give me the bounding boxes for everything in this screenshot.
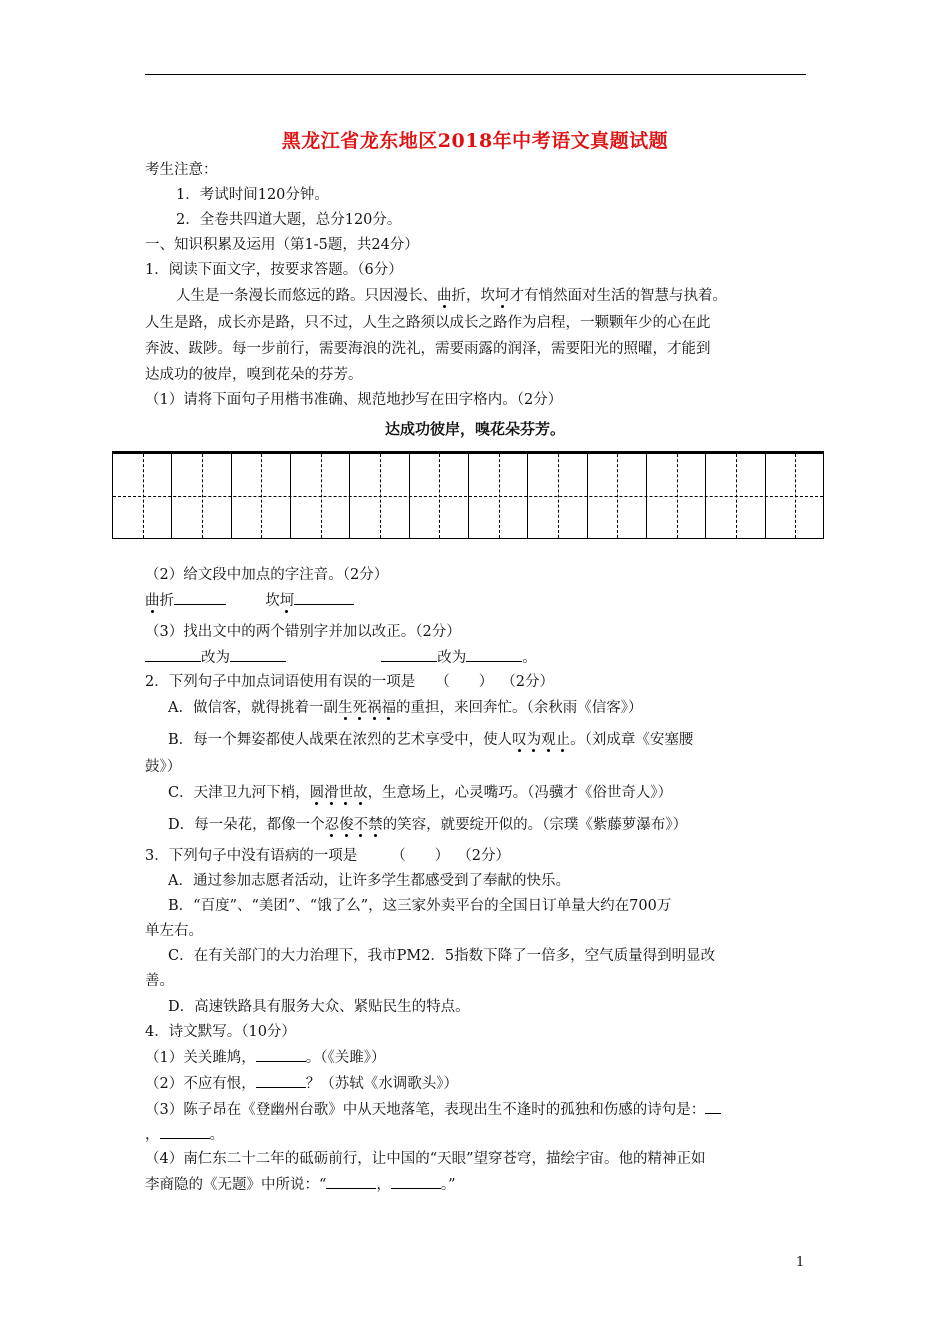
q3-stem: 3．下列句子中没有语病的一项是 <box>145 848 358 864</box>
q4-sub4-end: 。” <box>440 1177 456 1193</box>
q3-option-d: D．高速铁路具有服务大众、紧贴民生的特点。 <box>168 999 470 1015</box>
q4-blank-3b[interactable] <box>160 1124 210 1139</box>
page-title: 黑龙江省龙东地区2018年中考语文真题试题 <box>281 130 669 152</box>
q4-sub4-prompt: 李商隐的《无题》中所说：“ <box>145 1177 327 1193</box>
q4-sub1-source: 。（《关雎》） <box>305 1050 386 1066</box>
q3-option-c-line2: 善。 <box>145 973 174 989</box>
pinyin-blank-1[interactable] <box>174 590 226 605</box>
q4-sub1-prompt: （1）关关雎鸠， <box>145 1050 256 1066</box>
q4-blank-3a[interactable] <box>705 1099 721 1114</box>
q2-option-b-line2: 鼓》） <box>145 759 182 775</box>
notice-heading: 考生注意： <box>145 162 218 178</box>
pinyin-blank-2[interactable] <box>294 590 354 605</box>
correct-to-label-1: 改为 <box>201 650 230 666</box>
q2-option-b-line1: B．每一个舞姿都使人战栗在浓烈的艺术享受中，使人叹为观止。（刘成章《安塞腰 <box>168 732 694 748</box>
q3-stem-row <box>145 846 510 866</box>
q2-stem-row <box>145 672 554 692</box>
q2-option-d: D．每一朵花，都像一个忍俊不禁的笑容，就要绽开似的。（宗璞《紫藤萝瀑布》） <box>168 817 688 833</box>
correction-row <box>145 647 537 668</box>
q1-sub1: （1）请将下面句子用楷书准确、规范地抄写在田字格内。（2分） <box>145 392 563 408</box>
q1-sub2: （2）给文段中加点的字注音。（2分） <box>145 567 389 583</box>
q4-sub4-line2 <box>145 1174 456 1195</box>
tian-zi-grid[interactable] <box>112 451 824 539</box>
q4-sub2-source: ？（苏轼《水调歌头》） <box>305 1076 458 1092</box>
q1-passage-line-3: 奔波、跋陟。每一步前行，需要海浪的洗礼，需要雨露的润泽，需要阳光的照曜，才能到 <box>145 341 711 357</box>
q4-sub3-line1 <box>145 1099 721 1120</box>
correction-period: 。 <box>522 650 537 666</box>
q4-blank-2[interactable] <box>256 1073 306 1088</box>
q3-answer-paren[interactable]: （ ） <box>391 848 450 864</box>
q4-blank-4a[interactable] <box>326 1174 376 1189</box>
q1-stem: 1．阅读下面文字，按要求答题。（6分） <box>145 262 403 278</box>
right-char-blank-1[interactable] <box>230 647 286 662</box>
q3-option-b-line2: 单左右。 <box>145 923 203 939</box>
q4-sub3-period: 。 <box>209 1127 224 1143</box>
q4-sub3-line2 <box>145 1124 224 1145</box>
q1-passage-line-4: 达成功的彼岸，嗅到花朵的芬芳。 <box>145 367 363 383</box>
q3-option-c-line1: C．在有关部门的大力治理下，我市PM2．5指数下降了一倍多，空气质量得到明显改 <box>168 948 716 964</box>
grid-cell-border <box>113 454 766 538</box>
wrong-char-blank-1[interactable] <box>145 647 201 662</box>
q2-score: （2分） <box>501 674 554 690</box>
q4-sub2-prompt: （2）不应有恨， <box>145 1076 256 1092</box>
q4-sub1 <box>145 1047 385 1068</box>
wrong-char-blank-2[interactable] <box>381 647 437 662</box>
header-rule <box>145 74 806 75</box>
notice-item-1: 1．考试时间120分钟。 <box>176 187 329 203</box>
word-kan-ke: 坎坷 <box>265 593 295 609</box>
q1-sub3: （3）找出文中的两个错别字并加以改正。（2分） <box>145 624 461 640</box>
q4-stem: 4．诗文默写。（10分） <box>145 1024 296 1040</box>
q4-blank-1[interactable] <box>256 1047 306 1062</box>
right-char-blank-2[interactable] <box>466 647 522 662</box>
grid-cell-guide <box>795 454 796 538</box>
q1-passage-line-1: 人生是一条漫长而悠远的路。只因漫长、曲折，坎坷才有悄然面对生活的智慧与执着。 <box>176 288 727 304</box>
q3-option-a: A．通过参加志愿者活动，让许多学生都感受到了奉献的快乐。 <box>168 873 570 889</box>
notice-item-2: 2．全卷共四道大题，总分120分。 <box>176 212 402 228</box>
q2-stem: 2．下列句子中加点词语使用有误的一项是 <box>145 674 416 690</box>
pinyin-row <box>145 590 354 611</box>
q4-sub3-comma: ， <box>145 1127 160 1143</box>
q4-sub3-prompt: （3）陈子昂在《登幽州台歌》中从天地落笔，表现出生不逢时的孤独和伤感的诗句是： <box>145 1102 706 1118</box>
q4-sub4-comma: ， <box>376 1177 391 1193</box>
section-heading: 一、知识积累及运用（第1-5题，共24分） <box>145 237 419 253</box>
word-qu-zhe: 曲折 <box>145 593 174 609</box>
q1-passage-line-2: 人生是路，成长亦是路，只不过，人生之路须以成长之路作为启程，一颗颗年少的心在此 <box>145 315 711 331</box>
q2-answer-paren[interactable]: （ ） <box>435 674 494 690</box>
copy-sentence: 达成功彼岸，嗅花朵芬芳。 <box>384 420 565 438</box>
q4-sub2 <box>145 1073 458 1094</box>
correct-to-label-2: 改为 <box>437 650 467 666</box>
q4-sub4-line1: （4）南仁东二十二年的砥砺前行，让中国的“天眼”望穿苍穹，描绘宇宙。他的精神正如 <box>145 1151 706 1167</box>
page-number: 1 <box>796 1255 805 1270</box>
q4-blank-4b[interactable] <box>391 1174 441 1189</box>
q2-option-a: A．做信客，就得挑着一副生死祸福的重担，来回奔忙。（余秋雨《信客》） <box>168 700 643 716</box>
q3-option-b-line1: B．“百度”、“美团”、“饿了么”，这三家外卖平台的全国日订单量大约在700万 <box>168 898 672 914</box>
q2-option-c: C．天津卫九河下梢，圆滑世故，生意场上，心灵嘴巧。（冯骥才《俗世奇人》） <box>168 785 673 801</box>
q3-score: （2分） <box>457 848 510 864</box>
